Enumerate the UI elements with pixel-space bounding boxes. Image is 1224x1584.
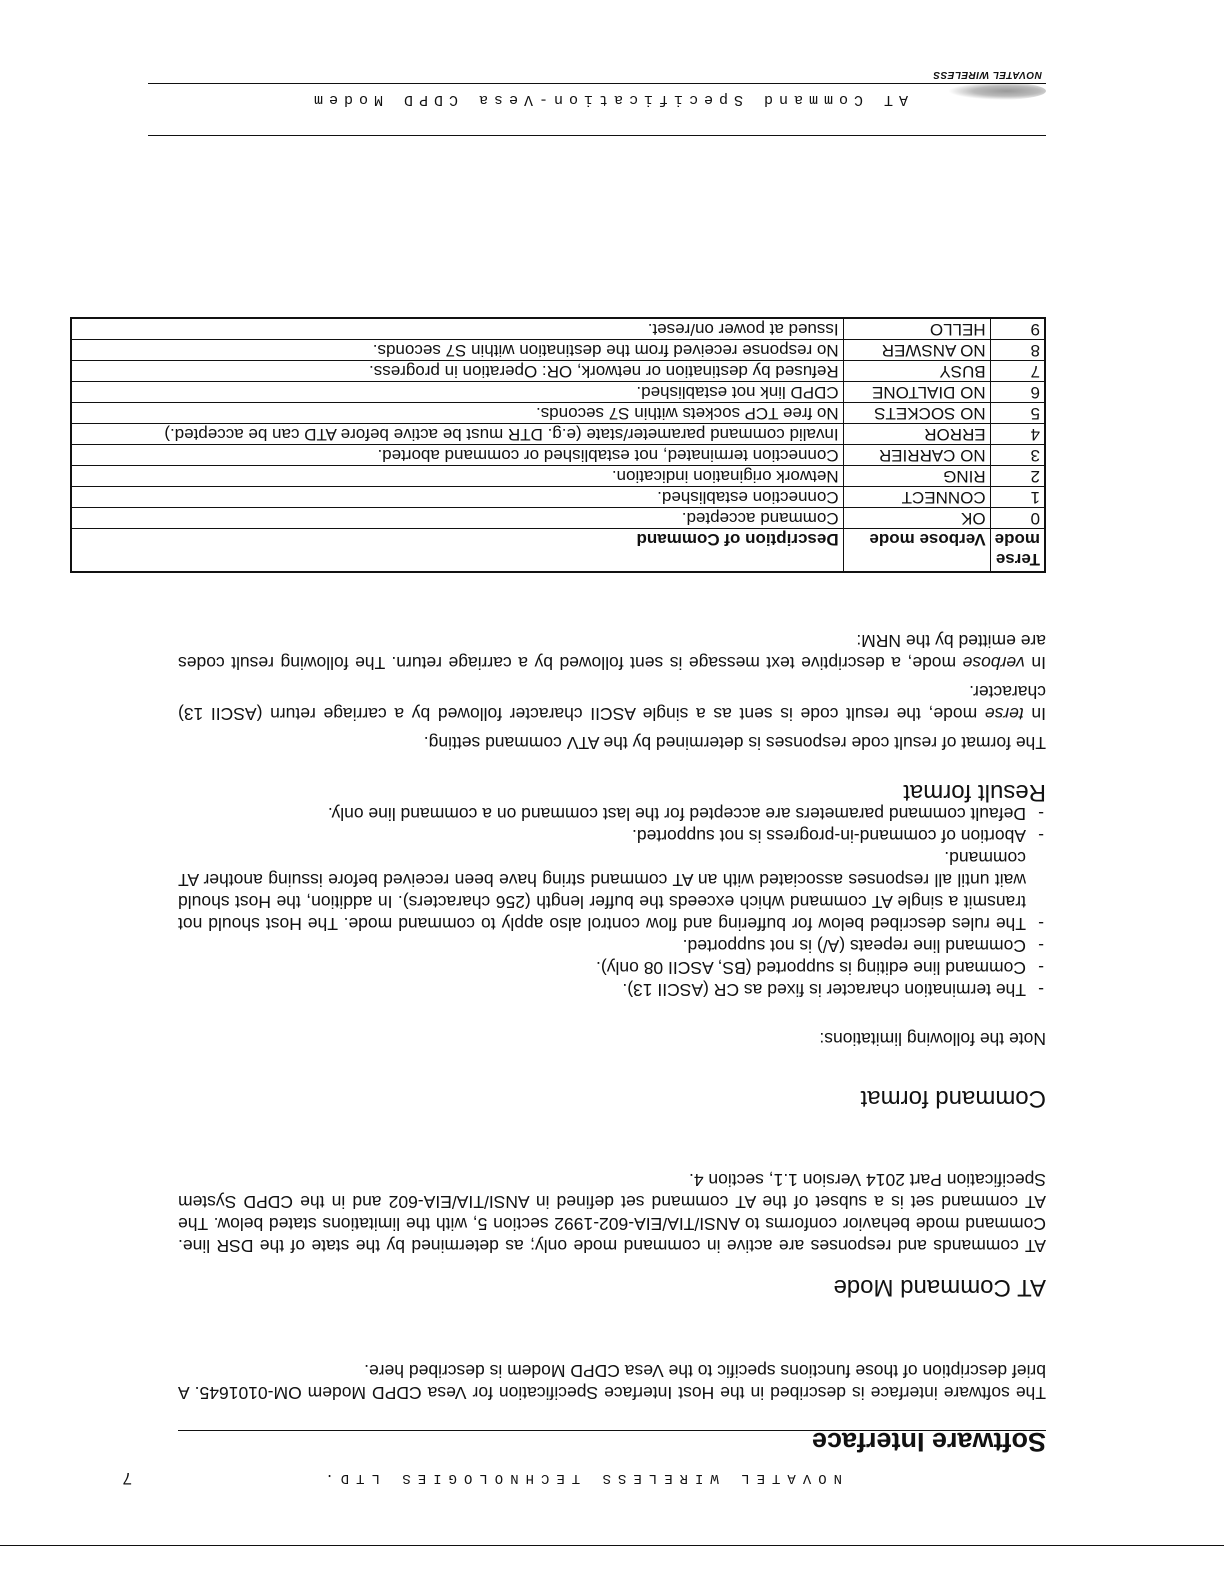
verbose-cell: ERROR [843,424,990,445]
description-cell: Refused by destination or network, OR: Operation in progress. [71,361,843,382]
verbose-cell: CONNECT [843,487,990,508]
verbose-cell: OK [843,508,990,529]
table-header-row [71,529,1045,573]
list-item: - Default command parameters are accepted for the last command on a command line only. [178,803,1046,825]
verbose-cell: HELLO [843,318,990,340]
header-terse: Terse mode [990,529,1045,573]
description-cell: Network origination indication. [71,466,843,487]
terse-cell: 7 [990,361,1045,382]
header-rule-bottom [148,83,1046,84]
result-format-heading: Result format [903,779,1046,806]
company-logo [932,62,1046,100]
result-format-p3 [178,630,1046,674]
description-cell: Issued at power on/reset. [71,318,843,340]
table-row [71,487,1045,508]
description-cell: Command accepted. [71,508,843,529]
header-description: Description of Command [71,529,843,573]
description-cell: Connection terminated, not established or command aborted. [71,445,843,466]
terse-cell: 5 [990,403,1045,424]
table-row [71,361,1045,382]
text-span: In [1024,653,1046,673]
verbose-cell: RING [843,466,990,487]
text-span: In [1023,704,1046,724]
verbose-cell: NO SOCKETS [843,403,990,424]
terse-cell: 3 [990,445,1045,466]
verbose-cell: BUSY [843,361,990,382]
table-row [71,403,1045,424]
page-bottom-rule [0,1545,1224,1546]
table-row [71,424,1045,445]
at-command-mode-paragraph: AT commands and responses are active in command mode only; as determined by the state of the DSR line. Command mode behavior conforms to ANSI/TIA/EIA-602-1992 section 5, with the limitations stated below. The AT command set is a subset of the AT command set defined in ANSI/TIA/EIA-602 and in the CDPD System Specification Part 2014 Version 1.1, section 4. [178,1170,1046,1256]
table-row [71,382,1045,403]
list-item: - The termination character is fixed as CR (ASCII 13). [178,979,1046,1001]
header-verbose: Verbose mode [843,529,990,573]
footer-company: NOVATEL WIRELESS TECHNOLOGIES LTD. [318,1470,842,1486]
text-span: mode, a descriptive text message is sent followed by a carriage return. The following result codes are emitted by the NRM: [178,631,1046,673]
description-cell: No response received from the destination within S7 seconds. [71,340,843,361]
terse-cell: 0 [990,508,1045,529]
list-item: - Command line editing is supported (BS, ASCII 08 only). [178,957,1046,979]
list-item: - Abortion of command-in-progress is not supported. [178,825,1046,847]
table-row [71,508,1045,529]
emphasis-terse: terse [984,704,1024,724]
logo-text: NOVATEL WIRELESS [932,69,1042,80]
limitations-list [178,803,1046,1001]
logo-swoosh-icon [948,82,1046,100]
list-item: - Command line repeats (A/) is not supported. [178,935,1046,957]
terse-cell: 8 [990,340,1045,361]
verbose-cell: NO ANSWER [843,340,990,361]
list-item: - The rules described below for buffering and flow control also apply to command mode. The Host should not transmit a single AT command which exceeds the buffer length (256 characters). In addition, the Host should wait until all responses associated with an AT command string have been received before issuing another AT command. [178,847,1046,935]
terse-cell: 9 [990,318,1045,340]
result-format-p1: The format of result code responses is determined by the ATV command setting. [423,733,1046,753]
table-row [71,445,1045,466]
header-rule-top [148,135,1046,136]
text-span: mode, the result code is sent as a single ASCII character followed by a carriage return (ASCII 13) character. [178,682,1046,724]
software-interface-paragraph: The software interface is described in the Host Interface Specification for Vesa CDPD Modem OM-0101645. A brief description of those functions specific to the Vesa CDPD Modem is described here. [178,1361,1046,1403]
emphasis-verbose: verbose [962,653,1025,673]
result-format-p2 [178,681,1046,725]
terse-cell: 1 [990,487,1045,508]
command-format-intro: Note the following limitations: [819,1029,1046,1049]
terse-cell: 6 [990,382,1045,403]
table-row [71,340,1045,361]
description-cell: CDPD link not established. [71,382,843,403]
terse-cell: 2 [990,466,1045,487]
verbose-cell: NO DIALTONE [843,382,990,403]
description-cell: Invalid command parameter/state (e.g. DTR must be active before ATD can be accepted.) [71,424,843,445]
terse-cell: 4 [990,424,1045,445]
result-code-table [70,317,1046,573]
header-title: AT Command Specification-Vesa CDPD Modem [307,91,908,108]
software-interface-heading: Software Interface [811,1427,1046,1457]
verbose-cell: NO CARRIER [843,445,990,466]
command-format-heading: Command format [860,1085,1046,1112]
at-command-mode-heading: AT Command Mode [833,1274,1046,1301]
description-cell: Connection established. [71,487,843,508]
description-cell: No free TCP sockets within S7 seconds. [71,403,843,424]
footer-rule [178,1430,1046,1431]
table-row [71,466,1045,487]
table-row [71,318,1045,340]
page-number: 7 [122,1469,132,1488]
